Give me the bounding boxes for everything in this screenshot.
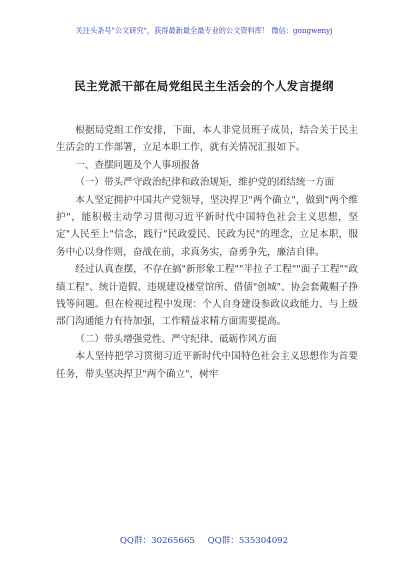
section-heading-1: 一、查摆问题及个人事项报备 bbox=[75, 159, 200, 171]
document-body bbox=[56, 122, 358, 383]
subsection-heading-1: （一）带头严守政治纪律和政治规矩，维护党的团结统一方面 bbox=[75, 177, 335, 189]
body-paragraph: 经过认真查摆，不存在搞"新形象工程""半拉子工程""面子工程""政绩工程"、统计造假、违规建设楼堂馆所、借债"创城"、协会套戴帽子挣钱等问题。但在检视过程中发现：个人自身建设参政议政能力、与上级部门沟通能力有待加强，工作精益求精方面需要提高。 bbox=[56, 264, 358, 328]
body-paragraph: 本人坚持把学习贯彻习近平新时代中国特色社会主义思想作为首要任务，带头坚决捍卫"两个确立"，树牢 bbox=[56, 351, 358, 380]
subsection-heading-2: （二）带头增强党性、严守纪律、砥砺作风方面 bbox=[75, 333, 277, 345]
page-header-banner: 关注头条号"公文研究"，获得最新最全最专业的公文资料库！ 微信：gongwenyj bbox=[75, 26, 333, 35]
qq-group-2: QQ群：535304092 bbox=[207, 536, 289, 546]
body-paragraph: 本人坚定拥护中国共产党领导，坚决捍卫"两个确立"，做到"两个维护"，能积极主动学习贯彻习近平新时代中国特色社会主义思想，坚定"人民至上"信念，践行"民政爱民、民政为民"的理念，立足本职，服务中心以身作则，奋战在前，求真务实，奋勇争先，廉洁自律。 bbox=[56, 194, 358, 258]
document-title: 民主党派干部在局党组民主生活会的个人发言提纲 bbox=[74, 79, 334, 93]
page-footer bbox=[0, 534, 408, 546]
intro-paragraph: 根据局党组工作安排，下面，本人非党员班子成员，结合关于民主生活会的工作部署，立足本职工作，就有关情况汇报如下。 bbox=[56, 125, 358, 154]
qq-group-1: QQ群：30265665 bbox=[119, 536, 195, 546]
